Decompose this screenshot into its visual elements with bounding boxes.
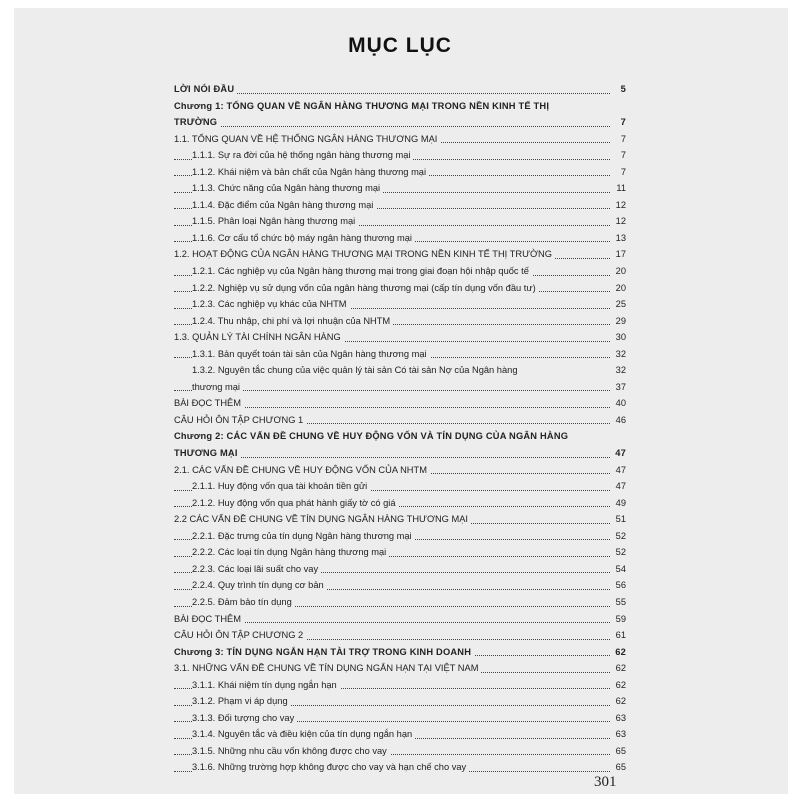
- toc-entry-title: 3.1.6. Những trường hợp không được cho vay và hạn chế cho vay: [192, 762, 469, 772]
- toc-entry-title: thương mại: [192, 382, 243, 392]
- toc-entry: [174, 81, 630, 98]
- toc-entry: [174, 726, 630, 743]
- toc-entry-page: 51: [614, 511, 626, 528]
- toc-entry-page: 25: [614, 296, 626, 313]
- toc-entry-title: 2.2.4. Quy trình tín dụng cơ bản: [192, 580, 327, 590]
- toc-entry-title: 3.1.2. Phạm vi áp dụng: [192, 696, 291, 706]
- toc-entry-title: 1.2.3. Các nghiệp vụ khác của NHTM: [192, 299, 350, 309]
- toc-entry: [174, 131, 630, 148]
- toc-entry-title: Chương 1: TỔNG QUAN VỀ NGÂN HÀNG THƯƠNG MẠI TRONG NỀN KINH TẾ THỊ: [174, 101, 552, 111]
- toc-entry: [174, 743, 630, 760]
- toc-entry-title: 2.2.1. Đặc trưng của tín dụng Ngân hàng thương mại: [192, 531, 415, 541]
- toc-entry-page: 65: [614, 759, 626, 776]
- toc-entry: [174, 180, 630, 197]
- toc-entry: [174, 379, 630, 396]
- toc-entry-title: 1.1.2. Khái niệm và bản chất của Ngân hàng thương mại: [192, 167, 429, 177]
- toc-entry: [174, 296, 630, 313]
- toc-entry-title: Chương 3: TÍN DỤNG NGẮN HẠN TÀI TRỢ TRONG KINH DOANH: [174, 647, 474, 657]
- toc-entry-page: 65: [614, 743, 626, 760]
- toc-entry-title: 2.1.2. Huy động vốn qua phát hành giấy tờ có giá: [192, 498, 399, 508]
- toc-entry-page: 56: [614, 577, 626, 594]
- toc-entry-page: 46: [614, 412, 626, 429]
- toc-entry: [174, 313, 630, 330]
- toc-entry-title: 2.1. CÁC VẤN ĐỀ CHUNG VỀ HUY ĐỘNG VỐN CỦA NHTM: [174, 465, 430, 475]
- toc-entry-page: 30: [614, 329, 626, 346]
- toc-entry: [174, 759, 630, 776]
- toc-entry-title: 1.1.4. Đặc điểm của Ngân hàng thương mại: [192, 200, 376, 210]
- toc-entry: [174, 693, 630, 710]
- toc-entry-title: 3.1.4. Nguyên tắc và điều kiện của tín dụng ngắn hạn: [192, 729, 415, 739]
- toc-entry: [174, 147, 630, 164]
- toc-entry: [174, 462, 630, 479]
- toc-entry-page: 32: [614, 362, 626, 379]
- toc-entry-title: 2.2 CÁC VẤN ĐỀ CHUNG VỀ TÍN DỤNG NGÂN HÀNG THƯƠNG MẠI: [174, 514, 471, 524]
- dot-leader: [174, 93, 610, 94]
- toc-entry: [174, 395, 630, 412]
- toc-entry-title: 3.1. NHỮNG VẤN ĐỀ CHUNG VỀ TÍN DỤNG NGẮN HẠN TẠI VIỆT NAM: [174, 663, 481, 673]
- toc-entry: [174, 329, 630, 346]
- toc-entry-page: 12: [614, 213, 626, 230]
- toc-entry-page: 47: [614, 462, 626, 479]
- toc-entry-page: 59: [614, 611, 626, 628]
- toc-entry: [174, 677, 630, 694]
- toc-entry-page: 7: [619, 147, 626, 164]
- toc-entry-title: 3.1.3. Đối tượng cho vay: [192, 713, 297, 723]
- toc-entry-page: 47: [614, 478, 626, 495]
- toc-entry-page: 47: [613, 445, 626, 462]
- toc-entry-page: 11: [614, 180, 626, 197]
- toc-entry-title: 1.3.2. Nguyên tắc chung của việc quản lý tài sản Có tài sản Nợ của Ngân hàng: [192, 365, 521, 375]
- toc-entry-page: 40: [614, 395, 626, 412]
- toc-entry-page: 52: [614, 544, 626, 561]
- toc-entry-title: LỜI NÓI ĐẦU: [174, 84, 237, 94]
- toc-entry-title: 1.1. TỔNG QUAN VỀ HỆ THỐNG NGÂN HÀNG THƯƠNG MẠI: [174, 134, 440, 144]
- toc-entry-title: 2.2.2. Các loại tín dụng Ngân hàng thương mại: [192, 547, 389, 557]
- toc-entry-title: CÂU HỎI ÔN TẬP CHƯƠNG 1: [174, 415, 306, 425]
- toc-entry-page: 55: [614, 594, 626, 611]
- toc-entry: [174, 528, 630, 545]
- toc-entry: [174, 246, 630, 263]
- toc-entry: [174, 362, 630, 379]
- toc-entry: [174, 611, 630, 628]
- toc-entry: [174, 197, 630, 214]
- toc-entry-title: 1.2.1. Các nghiệp vụ của Ngân hàng thương mại trong giai đoạn hội nhập quốc tế: [192, 266, 532, 276]
- toc-entry-title: 2.2.5. Đảm bảo tín dụng: [192, 597, 295, 607]
- toc-entry: [174, 495, 630, 512]
- toc-entry-page: 32: [614, 346, 626, 363]
- toc-entry-page: 17: [614, 246, 626, 263]
- toc-entry: [174, 644, 630, 661]
- toc-entry-page: 5: [619, 81, 626, 98]
- toc-entry-title: 1.3.1. Bản quyết toán tài sản của Ngân hàng thương mại: [192, 349, 430, 359]
- toc-entry: [174, 627, 630, 644]
- toc-entry-title: 3.1.1. Khái niệm tín dụng ngắn hạn: [192, 680, 340, 690]
- toc-entry-page: 63: [614, 726, 626, 743]
- toc-entry-page: 29: [614, 313, 626, 330]
- dot-leader: [174, 126, 610, 127]
- toc-entry-page: 20: [614, 263, 626, 280]
- toc-entry-title: THƯƠNG MẠI: [174, 448, 241, 458]
- toc-entry-page: 62: [614, 693, 626, 710]
- toc-entry: [174, 98, 630, 115]
- toc-entry-page: 52: [614, 528, 626, 545]
- toc-entry: [174, 594, 630, 611]
- toc-entry: [174, 346, 630, 363]
- toc-entry-title: 1.1.3. Chức năng của Ngân hàng thương mại: [192, 183, 383, 193]
- toc-entry-page: 63: [614, 710, 626, 727]
- toc-entry-title: 1.1.6. Cơ cấu tổ chức bộ máy ngân hàng thương mại: [192, 233, 415, 243]
- toc-entry: [174, 213, 630, 230]
- toc-title: MỤC LỤC: [348, 34, 452, 57]
- toc-entry-title: Chương 2: CÁC VẤN ĐỀ CHUNG VỀ HUY ĐỘNG VỐN VÀ TÍN DỤNG CỦA NGÂN HÀNG: [174, 431, 571, 441]
- toc-entry-title: 2.1.1. Huy động vốn qua tài khoản tiền gửi: [192, 481, 370, 491]
- toc-entry: [174, 445, 630, 462]
- toc-entry-page: 62: [614, 677, 626, 694]
- toc-entry-page: 7: [619, 114, 626, 131]
- toc-entry-title: 1.1.5. Phân loại Ngân hàng thương mại: [192, 216, 358, 226]
- toc-entry-title: TRƯỜNG: [174, 117, 220, 127]
- toc-entry: [174, 164, 630, 181]
- toc-entry-title: 1.1.1. Sự ra đời của hệ thống ngân hàng thương mại: [192, 150, 413, 160]
- toc-entry-title: 1.3. QUẢN LÝ TÀI CHÍNH NGÂN HÀNG: [174, 332, 344, 342]
- toc-entry-title: 1.2.2. Nghiệp vụ sử dụng vốn của ngân hàng thương mại (cấp tín dụng vốn đầu tư): [192, 283, 539, 293]
- table-of-contents: [174, 81, 630, 776]
- toc-entry-page: 61: [614, 627, 626, 644]
- toc-entry-page: 13: [614, 230, 626, 247]
- toc-entry-page: 20: [614, 280, 626, 297]
- page-number: 301: [594, 774, 617, 790]
- toc-entry: [174, 428, 630, 445]
- toc-entry: [174, 511, 630, 528]
- toc-entry: [174, 660, 630, 677]
- toc-entry-title: 1.2.4. Thu nhập, chi phí và lợi nhuận của NHTM: [192, 316, 393, 326]
- toc-entry-title: 1.2. HOẠT ĐỘNG CỦA NGÂN HÀNG THƯƠNG MẠI TRONG NỀN KINH TẾ THỊ TRƯỜNG: [174, 249, 555, 259]
- toc-entry: [174, 230, 630, 247]
- toc-entry: [174, 478, 630, 495]
- toc-entry-title: 3.1.5. Những nhu cầu vốn không được cho vay: [192, 746, 390, 756]
- toc-entry: [174, 561, 630, 578]
- toc-entry-page: 7: [619, 164, 626, 181]
- toc-entry-page: 12: [614, 197, 626, 214]
- toc-entry-title: 2.2.3. Các loại lãi suất cho vay: [192, 564, 321, 574]
- toc-entry: [174, 280, 630, 297]
- toc-entry: [174, 544, 630, 561]
- toc-entry: [174, 412, 630, 429]
- toc-entry-title: CÂU HỎI ÔN TẬP CHƯƠNG 2: [174, 630, 306, 640]
- toc-entry-page: 62: [614, 660, 626, 677]
- toc-entry: [174, 710, 630, 727]
- toc-entry-title: BÀI ĐỌC THÊM: [174, 398, 244, 408]
- toc-entry-title: BÀI ĐỌC THÊM: [174, 614, 244, 624]
- toc-entry: [174, 577, 630, 594]
- toc-entry: [174, 114, 630, 131]
- toc-entry-page: 37: [614, 379, 626, 396]
- toc-entry: [174, 263, 630, 280]
- toc-entry-page: 7: [619, 131, 626, 148]
- toc-entry-page: 62: [613, 644, 626, 661]
- toc-entry-page: 49: [614, 495, 626, 512]
- toc-entry-page: 54: [614, 561, 626, 578]
